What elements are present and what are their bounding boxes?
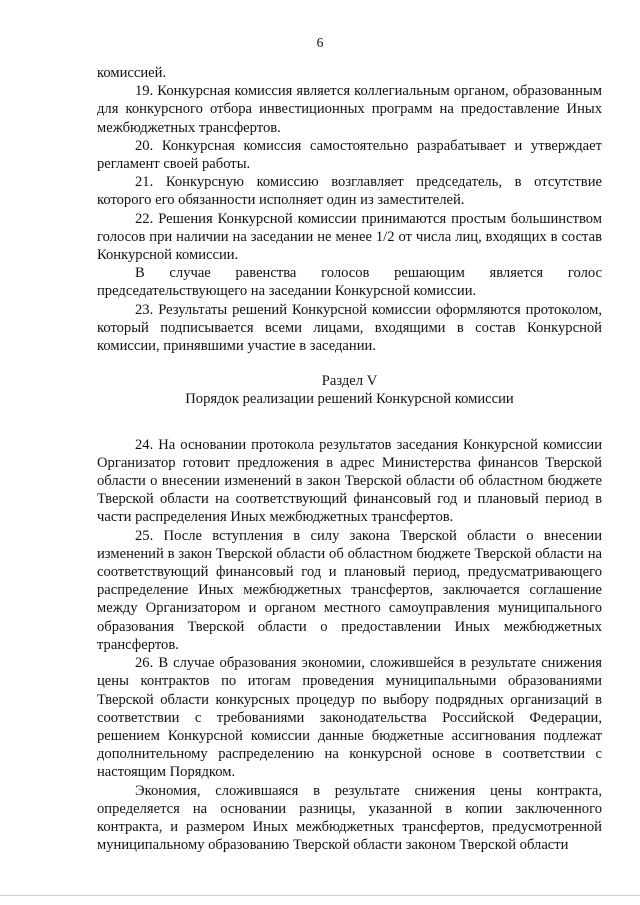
paragraph-continuation: комиссией. xyxy=(97,65,167,81)
paragraph-26-economy: Экономия, сложившаяся в результате снижения цены контракта, определяется на основании разницы, указанной в копии заключенного контракта, и размером Иных межбюджетных трансфертов, предусмотренной муниципальному образованию Тверской области законом Тверской области xyxy=(97,782,602,854)
paragraph-20: 20. Конкурсная комиссия самостоятельно разрабатывает и утверждает регламент своей работы. xyxy=(97,137,602,173)
section-number: Раздел V xyxy=(321,373,378,390)
paragraph-22-tie: В случае равенства голосов решающим является голос председательствующего на заседании Конкурсной комиссии. xyxy=(97,265,602,300)
section-title: Порядок реализации решений Конкурсной комиссии xyxy=(185,391,514,408)
paragraph-22: 22. Решения Конкурсной комиссии принимаются простым большинством голосов при наличии на заседании не менее 1/2 от числа лиц, входящих в состав Конкурсной комиссии. xyxy=(97,210,602,264)
document-body xyxy=(97,64,602,854)
paragraph-21: 21. Конкурсную комиссию возглавляет председатель, в отсутствие которого его обязанности исполняет один из заместителей. xyxy=(97,174,602,209)
page-number: 6 xyxy=(316,35,324,50)
paragraph-23: 23. Результаты решений Конкурсной комиссии оформляются протоколом, который подписывается всеми лицами, входящими в состав Конкурсной комиссии, принявшими участие в заседании. xyxy=(97,301,602,355)
paragraph-24: 24. На основании протокола результатов заседания Конкурсной комиссии Организатор готовит предложения в адрес Министерства финансов Тверской области о внесении изменений в закон Тверской области об областном бюджете Тверской области на соответствующий финансовый год и плановый период в части распределения Иных межбюджетных трансфертов. xyxy=(97,436,602,526)
page-bottom-edge xyxy=(0,895,640,896)
paragraph-26: 26. В случае образования экономии, сложившейся в результате снижения цены контрактов по итогам проведения муниципальными образованиями Тверской области конкурсных процедур по выбору подрядных организаций в соответствии с требованиями законодательства Российской Федерации, решением Конкурсной комиссии данные бюджетные ассигнования подлежат дополнительному распределению на конкурсной основе в соответствии с настоящим Порядком. xyxy=(97,655,602,781)
paragraph-25: 25. После вступления в силу закона Тверской области о внесении изменений в закон Тверской области об областном бюджете Тверской области на соответствующий финансовый год и плановый период, предусматривающего распределение Иных межбюджетных трансфертов, заключается соглашение между Организатором и органом местного самоуправления муниципального образования Тверской области о предоставлении Иных межбюджетных трансфертов. xyxy=(97,527,602,653)
paragraph-19: 19. Конкурсная комиссия является коллегиальным органом, образованным для конкурсного отбора инвестиционных программ на предоставление Иных межбюджетных трансфертов. xyxy=(97,83,602,136)
section-spacer xyxy=(97,409,602,436)
